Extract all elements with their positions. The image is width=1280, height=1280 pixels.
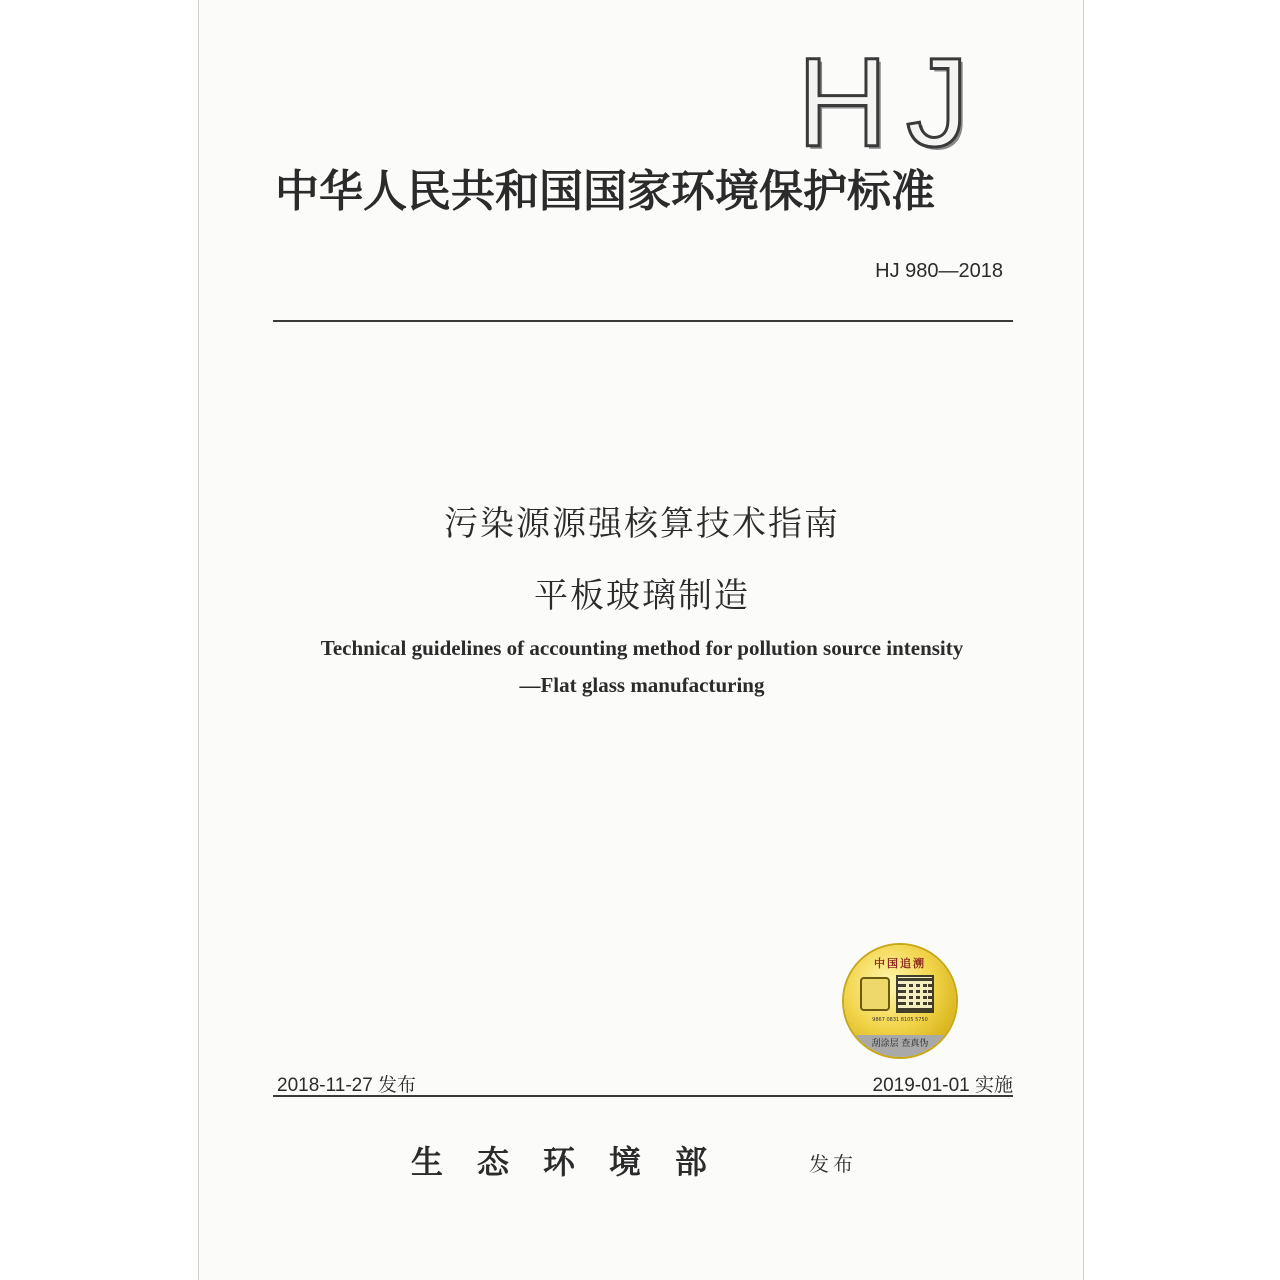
qr-code-icon xyxy=(896,975,934,1013)
issue-date: 2018-11-27 发布 xyxy=(277,1075,417,1096)
standard-code: HJ 980—2018 xyxy=(875,260,1003,282)
effective-date: 2019-01-01 实施 xyxy=(872,1075,1013,1096)
bottom-divider xyxy=(273,1095,1013,1097)
document-cover xyxy=(198,0,1084,1280)
trace-logo-icon xyxy=(860,977,890,1011)
hj-logo: HJ xyxy=(797,32,987,173)
publisher-name: 生态环境部 xyxy=(411,1143,742,1181)
publish-label: 发布 xyxy=(809,1152,857,1176)
sticker-serial: 9867 0831 8105 5750 xyxy=(872,1017,928,1023)
english-title-line2: —Flat glass manufacturing xyxy=(519,673,765,697)
chinese-title-line2: 平板玻璃制造 xyxy=(534,576,750,616)
sticker-title: 中国追溯 xyxy=(874,957,926,970)
scratch-band: 刮涂层 查真伪 xyxy=(844,1035,956,1057)
top-divider xyxy=(273,320,1013,322)
english-title-line1: Technical guidelines of accounting method for pollution source intensity xyxy=(320,636,964,660)
anti-counterfeit-sticker xyxy=(844,945,956,1057)
organization-title: 中华人民共和国国家环境保护标准 xyxy=(275,166,935,217)
chinese-title-line1: 污染源源强核算技术指南 xyxy=(444,504,840,544)
